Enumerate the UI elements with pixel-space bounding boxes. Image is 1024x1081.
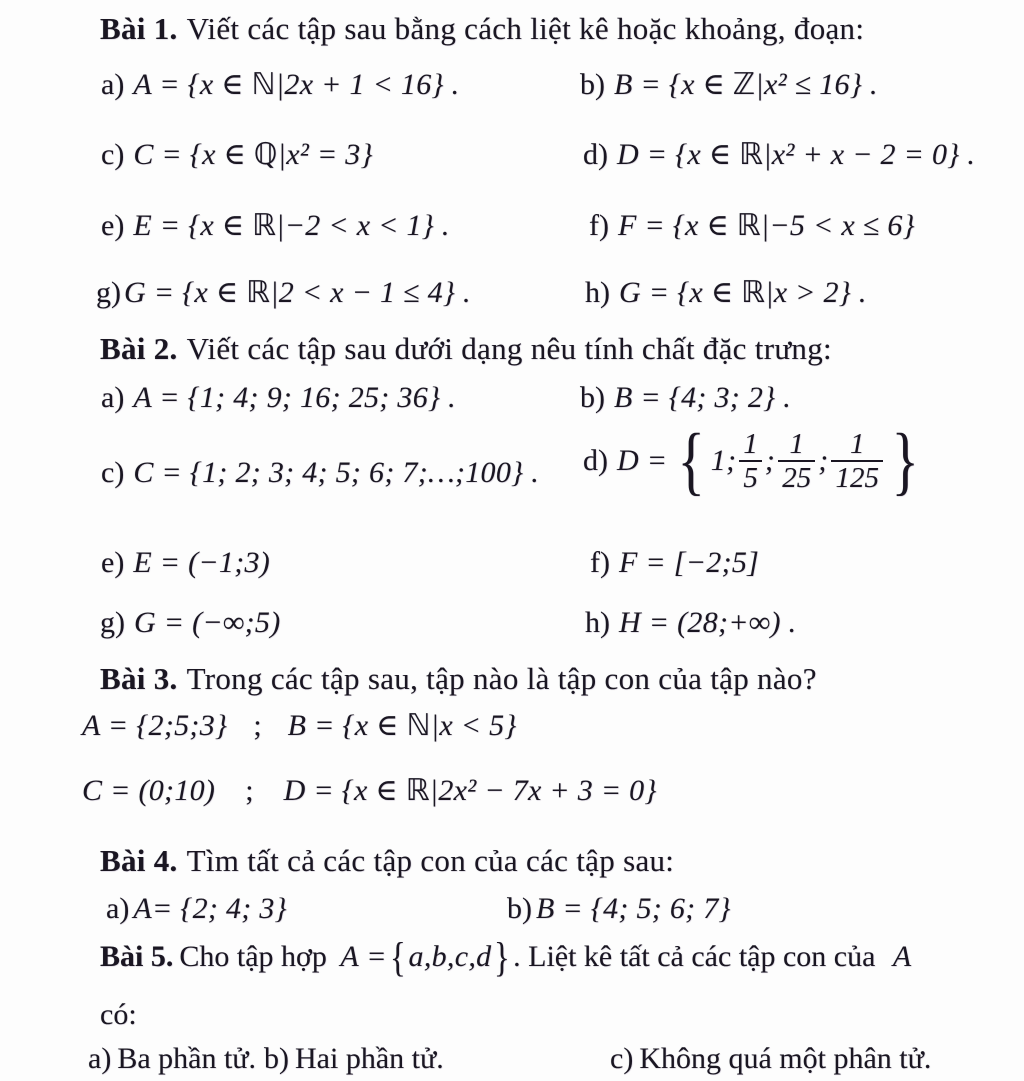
math-expression: A = {1; 4; 9; 16; 25; 36} . [133, 381, 456, 414]
separator: ; [253, 709, 262, 742]
b5-options-row [0, 1038, 1024, 1081]
item-label: b) [580, 381, 605, 414]
item-label: a) [101, 68, 125, 101]
b2-intro: Viết các tập sau dưới dạng nêu tính chất đặc trưng: [186, 331, 832, 366]
b5-title: Bài 5. [100, 940, 174, 973]
math-expression: G = {x ∈ ℝ|x > 2} . [619, 276, 867, 309]
separator: ; [245, 774, 254, 807]
math-expression: C = {x ∈ ℚ|x² = 3} [133, 138, 373, 171]
b3-title: Bài 3. [100, 661, 178, 696]
fraction-numerator: 1 [743, 428, 758, 460]
b2-item-g [100, 602, 281, 644]
b1-item-h [585, 272, 867, 314]
item-label: h) [585, 276, 610, 309]
b4-intro: Tìm tất cả các tập con của các tập sau: [186, 843, 675, 878]
b1-item-a [101, 64, 459, 106]
math-expression: F = [−2;5] [618, 546, 760, 579]
math-expression: B = {x ∈ ℕ|x < 5} [287, 709, 517, 742]
fraction-1-5 [739, 428, 762, 495]
b4-title: Bài 4. [100, 843, 178, 878]
b1-item-d [583, 134, 975, 176]
b5-heading-line: Bài 5. Cho tập hợp A ={a,b,c,d}. Liệt kê tất cả các tập con của A [100, 934, 912, 980]
math-expression: F = {x ∈ ℝ|−5 < x ≤ 6} [617, 209, 915, 242]
math-expression: G = (−∞;5) [134, 606, 281, 639]
item-label: b) [264, 1042, 289, 1075]
fraction-1-25 [778, 428, 815, 495]
b3-heading [100, 658, 817, 700]
math-expression: C = (0;10) [82, 774, 216, 807]
item-label: d) [583, 138, 608, 171]
b2-item-d [583, 419, 924, 504]
fraction-denominator: 25 [778, 460, 815, 494]
close-brace: } [891, 419, 919, 504]
item-label: c) [610, 1042, 634, 1075]
math-expression: B = {4; 5; 6; 7} [536, 892, 731, 925]
item-label: a) [106, 892, 130, 925]
math-expression: A= {2; 4; 3} [133, 892, 287, 925]
option-text: Hai phần tử. [295, 1042, 444, 1075]
item-label: b) [580, 68, 605, 101]
b2-item-c [101, 452, 539, 494]
separator: ; [818, 444, 829, 478]
b1-item-b [580, 64, 878, 106]
math-expression: B = {4; 3; 2} . [614, 381, 792, 414]
b5-co-label: có: [100, 998, 137, 1031]
b2-item-h [585, 602, 796, 644]
math-expression: E = (−1;3) [133, 546, 271, 579]
item-label: c) [101, 138, 125, 171]
b3-line-2 [82, 770, 657, 812]
b1-intro: Viết các tập sau bằng cách liệt kê hoặc khoảng, đoạn: [186, 11, 865, 46]
item-label: e) [101, 546, 125, 579]
item-label: a) [101, 381, 125, 414]
b2-item-a [101, 377, 456, 419]
fraction-numerator: 1 [789, 428, 804, 460]
b1-heading [100, 8, 864, 50]
item-label: a) [88, 1042, 112, 1075]
math-expression: D = {x ∈ ℝ|2x² − 7x + 3 = 0} [283, 774, 657, 807]
open-brace: { [677, 419, 706, 504]
b1-item-g [96, 272, 471, 314]
math-expression: A = {x ∈ ℕ|2x + 1 < 16} . [133, 68, 460, 101]
b4-item-a [106, 888, 287, 930]
fraction-numerator: 1 [849, 428, 865, 460]
math-variable: A [892, 940, 912, 973]
b5-option-a [88, 1038, 256, 1080]
item-label: b) [507, 892, 532, 925]
item-label: g) [96, 276, 121, 309]
set-lead-value: 1; [710, 444, 737, 478]
b2-heading [100, 328, 832, 370]
b5-line-2 [100, 994, 137, 1036]
b1-title: Bài 1. [100, 11, 178, 46]
option-text: Không quá một phân tử. [639, 1042, 932, 1075]
b5-text-before: Cho tập hợp [179, 940, 327, 973]
math-expression: D = {x ∈ ℝ|x² + x − 2 = 0} . [617, 138, 976, 171]
option-text: Ba phần tử. [117, 1042, 257, 1075]
b1-item-e [101, 205, 450, 247]
item-label: f) [589, 209, 609, 242]
b5-text-after: . Liệt kê tất cả các tập con của [513, 940, 876, 973]
b2-item-e [101, 542, 270, 584]
fraction-denominator: 5 [739, 460, 762, 494]
b1-item-f [589, 205, 915, 247]
b2-item-b [580, 377, 791, 419]
item-label: g) [100, 606, 125, 639]
set-elements: a,b,c,d [408, 940, 492, 973]
math-set-head: A = [340, 940, 387, 973]
b4-item-b [507, 888, 731, 930]
math-expression: C = {1; 2; 3; 4; 5; 6; 7;…;100} . [133, 456, 540, 489]
math-expression: A = {2;5;3} [82, 709, 228, 742]
b2-title: Bài 2. [100, 331, 178, 366]
item-label: c) [101, 456, 125, 489]
b4-heading [100, 840, 674, 882]
b3-intro: Trong các tập sau, tập nào là tập con của tập nào? [186, 661, 817, 696]
b2-item-f [590, 542, 759, 584]
item-label: f) [590, 546, 610, 579]
item-label: e) [101, 209, 125, 242]
b5-option-b [264, 1038, 444, 1080]
math-expression: H = (28;+∞) . [619, 606, 797, 639]
separator: ; [764, 444, 776, 478]
b3-line-1 [82, 705, 517, 747]
item-label: h) [585, 606, 610, 639]
item-label: d) [583, 444, 608, 478]
math-expression: B = {x ∈ ℤ|x² ≤ 16} . [614, 68, 878, 101]
b1-item-c [101, 134, 373, 176]
b5-option-c [610, 1038, 931, 1080]
fraction-1-125 [831, 428, 883, 495]
fraction-denominator: 125 [831, 460, 883, 494]
math-set-head: D = [617, 444, 668, 478]
math-expression: E = {x ∈ ℝ|−2 < x < 1} . [133, 209, 450, 242]
math-expression: G = {x ∈ ℝ|2 < x − 1 ≤ 4} . [124, 276, 471, 309]
